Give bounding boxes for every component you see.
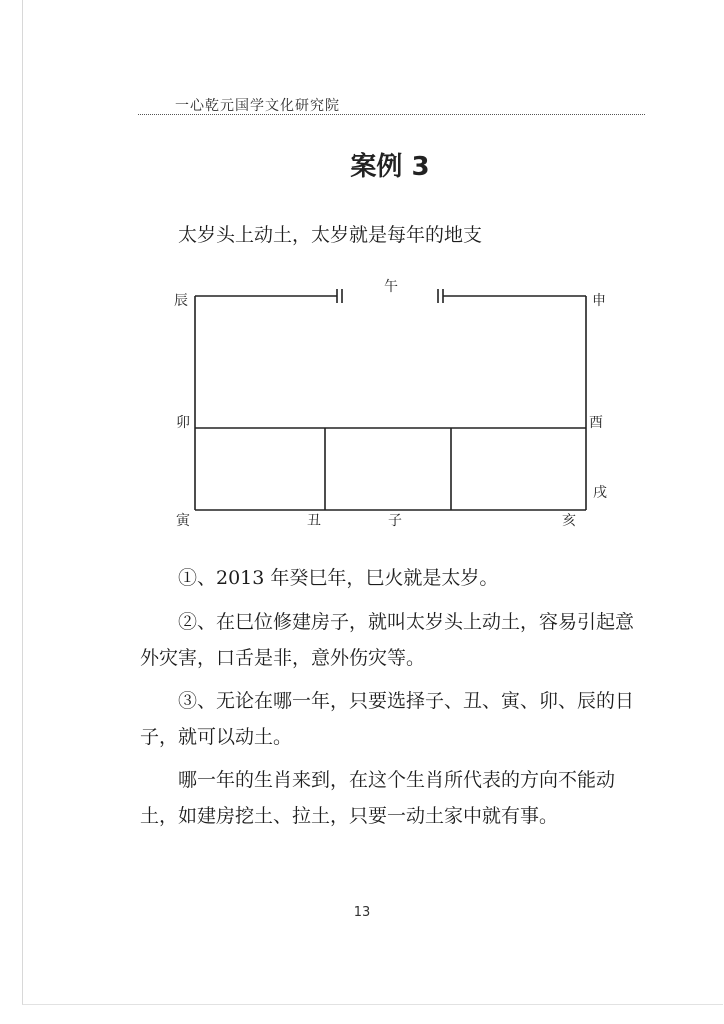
paragraph-2: ②、在巳位修建房子，就叫太岁头上动土，容易引起意外灾害，口舌是非，意外伤灾等。 <box>140 611 635 669</box>
site-diagram <box>168 275 618 540</box>
intro-text: 太岁头上动土，太岁就是每年的地支 <box>178 224 483 246</box>
diagram-lines <box>168 275 618 540</box>
header-org-name: 一心乾元国学文化研究院 <box>175 98 340 114</box>
label-yin: 寅 <box>176 513 190 529</box>
label-shen: 申 <box>592 293 606 309</box>
header-divider <box>138 114 645 115</box>
paragraph-3: ③、无论在哪一年，只要选择子、丑、寅、卯、辰的日子，就可以动土。 <box>140 690 635 748</box>
paragraph-1: ①、2013 年癸巳年，巳火就是太岁。 <box>178 567 499 589</box>
label-zi: 子 <box>388 513 402 529</box>
paragraph-4: 哪一年的生肖来到，在这个生肖所代表的方向不能动土，如建房挖土、拉土，只要一动土家中就有事。 <box>140 769 616 827</box>
label-chen: 辰 <box>174 293 188 309</box>
page-number: 13 <box>353 905 371 920</box>
label-xu: 戌 <box>593 485 607 501</box>
case-title: 案例 3 <box>350 152 430 182</box>
label-wu: 午 <box>384 279 398 295</box>
label-chou: 丑 <box>307 513 321 529</box>
label-you: 酉 <box>589 415 603 431</box>
label-hai: 亥 <box>562 513 576 529</box>
label-mao: 卯 <box>176 415 190 431</box>
